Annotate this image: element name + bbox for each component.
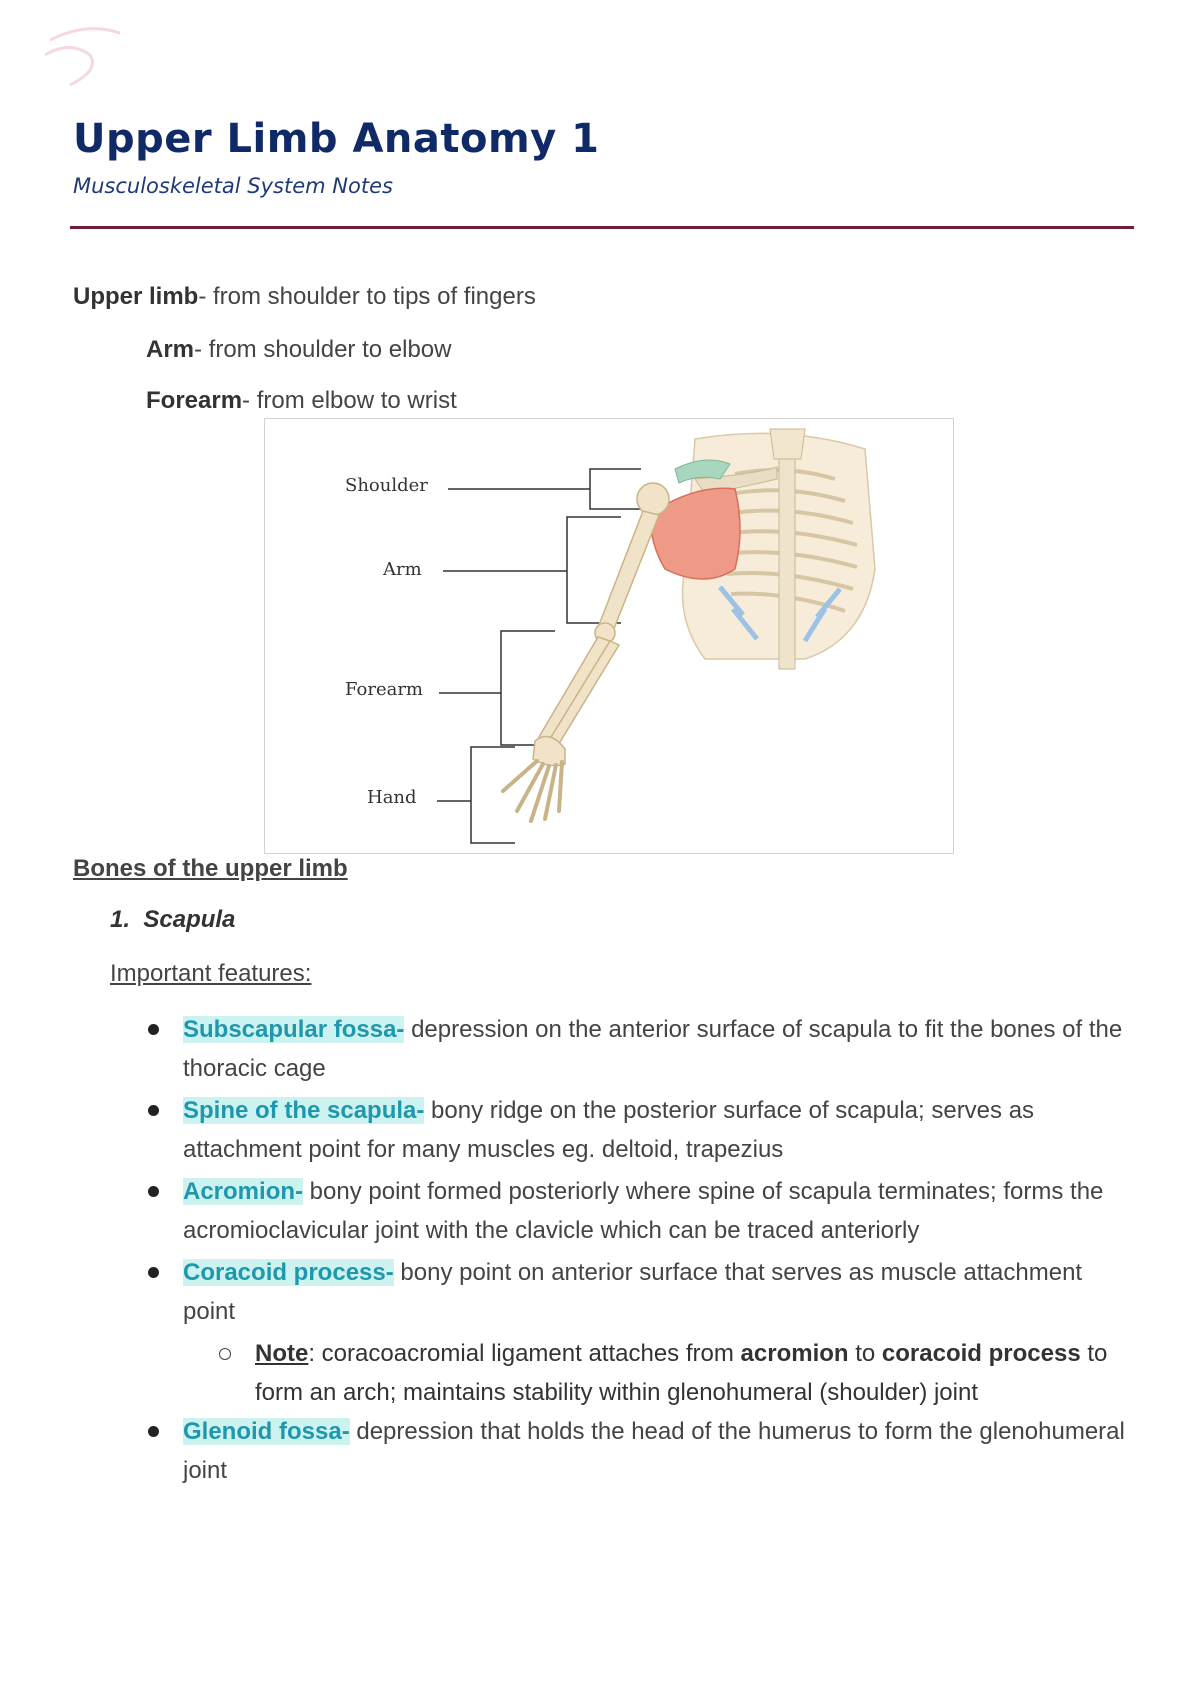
feature-text: bony ridge on the posterior surface of scapula; serves as attachment point for many muscles eg. deltoid, trapezius [183,1097,1035,1163]
def-forearm [146,387,457,415]
bullet-dot-icon [148,1024,159,1035]
note-sub-item [217,1334,1130,1412]
def-upper-limb-text: - from shoulder to tips of fingers [198,283,536,310]
hollow-bullet-icon [219,1348,231,1360]
upper-limb-diagram [264,418,954,854]
def-arm-text: - from shoulder to elbow [194,336,452,363]
page-subtitle: Musculoskeletal System Notes [73,174,393,198]
feature-text: depression that holds the head of the humerus to form the glenohumeral joint [183,1418,1125,1484]
numbered-item-scapula [110,906,235,934]
diagram-label-forearm: Forearm [345,679,424,700]
feature-term: Subscapular fossa- [183,1016,405,1043]
feature-item [145,1091,1130,1169]
feature-term: Spine of the scapula- [183,1097,425,1124]
section-heading-bones: Bones of the upper limb [73,855,348,882]
important-features-label: Important features: [110,960,312,987]
def-arm [146,336,451,364]
note-label: Note [255,1340,309,1367]
hand-bones-illustration [503,761,562,821]
bullet-dot-icon [148,1267,159,1278]
page-title: Upper Limb Anatomy 1 [73,116,600,162]
def-upper-limb [73,283,536,311]
feature-item [145,1412,1130,1490]
feature-text: bony point formed posteriorly where spine of scapula terminates; forms the acromioclavicular joint with the clavicle which can be traced anteriorly [183,1178,1104,1244]
diagram-label-shoulder: Shoulder [345,475,428,496]
header-divider [70,226,1134,229]
bullet-dot-icon [148,1186,159,1197]
feature-text: depression on the anterior surface of scapula to fit the bones of the thoracic cage [183,1016,1123,1082]
note-bold-coracoid: coracoid process [881,1340,1081,1367]
feature-term: Coracoid process- [183,1259,394,1286]
diagram-label-arm: Arm [383,559,422,580]
note-bold-acromion: acromion [740,1340,849,1367]
note-text-2: to [848,1340,882,1367]
feature-item [145,1172,1130,1250]
def-forearm-text: - from elbow to wrist [242,387,457,414]
feature-term: Acromion- [183,1178,303,1205]
feature-text: bony point on anterior surface that serves as muscle attachment point [183,1259,1083,1325]
note-text-1: : coracoacromial ligament attaches from [308,1340,741,1367]
corner-watermark-mark [30,10,120,100]
diagram-label-hand: Hand [367,787,417,808]
feature-list [145,1010,1130,1493]
term-arm: Arm [146,336,195,363]
feature-item [145,1253,1130,1331]
bullet-dot-icon [148,1105,159,1116]
bullet-dot-icon [148,1426,159,1437]
feature-term: Glenoid fossa- [183,1418,350,1445]
item-number: 1. [110,906,131,933]
item-name: Scapula [143,906,236,933]
feature-item [145,1010,1130,1088]
note-text-3: to form an arch; maintains stability within glenohumeral (shoulder) joint [255,1340,1108,1406]
arm-bones-illustration [533,483,669,766]
term-forearm: Forearm [146,387,243,414]
term-upper-limb: Upper limb [73,283,199,310]
